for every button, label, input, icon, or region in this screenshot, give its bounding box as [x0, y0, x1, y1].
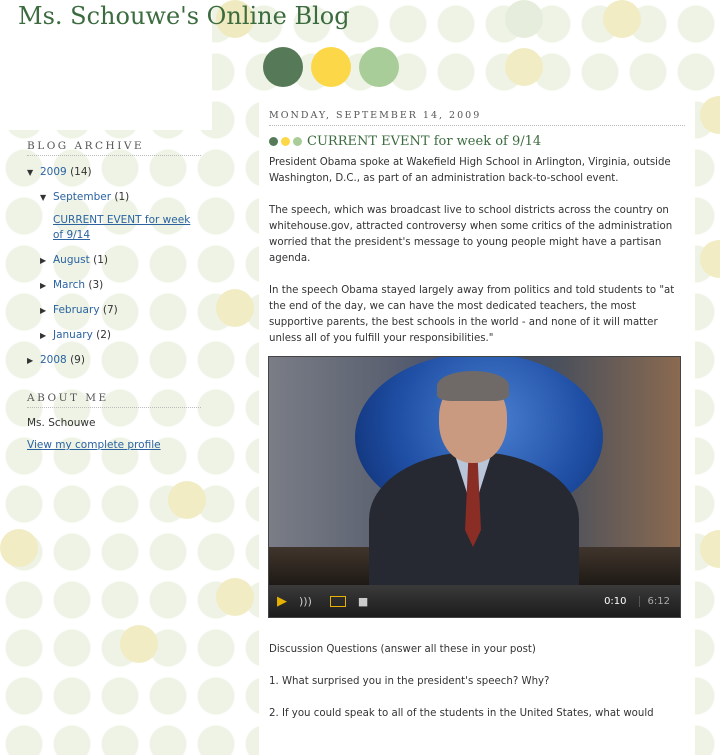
archive-month-august [40, 253, 201, 268]
toggle-collapsed-icon[interactable]: ▶ [40, 281, 47, 290]
about-me-heading: ABOUT ME [27, 392, 201, 408]
toggle-expanded-icon[interactable]: ▼ [40, 193, 47, 202]
decor-dot [603, 0, 641, 38]
archive-count: (7) [102, 304, 118, 316]
decor-dot [168, 481, 206, 519]
post-body [269, 155, 685, 347]
decor-dot [0, 529, 38, 567]
toggle-collapsed-icon[interactable]: ▶ [40, 306, 47, 315]
archive-count: (2) [96, 329, 112, 341]
discussion-section [269, 642, 685, 722]
archive-count: (9) [70, 354, 85, 366]
title-dot-icon [281, 137, 290, 146]
archive-link-february[interactable]: February [53, 304, 100, 316]
decor-dot [700, 240, 720, 278]
post-paragraph: In the speech Obama stayed largely away from politics and told students to "at the end of the day, we can have the most dedicated teachers, the most supportive parents, the best schools in the world - and none of it will matter unless all of you fulfill your responsibilities." [269, 285, 675, 344]
toggle-collapsed-icon[interactable]: ▶ [27, 356, 34, 365]
archive-post-item [53, 213, 203, 243]
sidebar [27, 140, 201, 451]
video-controls [269, 585, 680, 617]
video-player[interactable] [268, 356, 681, 618]
decor-dot [505, 48, 543, 86]
header-dot-light-green [359, 47, 399, 87]
main-content [259, 95, 695, 755]
decor-dot [216, 578, 254, 616]
camera-icon[interactable]: ■ [357, 594, 369, 608]
decor-dot [120, 625, 158, 663]
post-title-link[interactable]: CURRENT EVENT for week of 9/14 [307, 134, 542, 149]
discussion-paragraph: 1. What surprised you in the president's speech? Why? [269, 676, 550, 687]
archive-link-august[interactable]: August [53, 254, 90, 266]
decor-dot [700, 96, 720, 134]
discussion-paragraph: Discussion Questions (answer all these in your post) [269, 644, 536, 655]
post-date-header: MONDAY, SEPTEMBER 14, 2009 [269, 110, 685, 126]
archive-count: (3) [88, 279, 104, 291]
archive-link-2009[interactable]: 2009 [40, 166, 67, 178]
video-current-time: 0:10 [604, 595, 627, 607]
author-name: Ms. Schouwe [27, 417, 96, 429]
blog-archive-heading: BLOG ARCHIVE [27, 140, 201, 156]
archive-link-january[interactable]: January [53, 329, 93, 341]
video-frame[interactable] [269, 357, 680, 585]
fullscreen-icon[interactable] [330, 596, 346, 607]
archive-year-2009 [27, 165, 201, 180]
header-dot-dark-green [263, 47, 303, 87]
view-profile-link[interactable]: View my complete profile [27, 439, 161, 451]
discussion-paragraph: 2. If you could speak to all of the students in the United States, what would [269, 708, 654, 719]
title-dot-icon [293, 137, 302, 146]
archive-count: (1) [93, 254, 108, 266]
header-dot-yellow [311, 47, 351, 87]
anchor-hair [437, 371, 509, 401]
video-duration: 6:12 [639, 596, 670, 607]
archive-month-january [40, 328, 201, 343]
archive-month-february [40, 303, 201, 318]
toggle-expanded-icon[interactable]: ▼ [27, 168, 34, 177]
archive-month-march [40, 278, 201, 293]
toggle-collapsed-icon[interactable]: ▶ [40, 331, 47, 340]
archive-link-september[interactable]: September [53, 191, 112, 203]
blog-title[interactable]: Ms. Schouwe's Online Blog [18, 2, 350, 30]
decor-dot [505, 0, 543, 38]
decor-dot [216, 289, 254, 327]
title-dot-icon [269, 137, 278, 146]
decor-dot [700, 530, 720, 568]
archive-link-2008[interactable]: 2008 [40, 354, 67, 366]
post-title-row [269, 134, 685, 149]
archive-month-september [40, 190, 201, 205]
volume-icon[interactable]: ))) [299, 594, 312, 608]
archive-link-march[interactable]: March [53, 279, 86, 291]
archive-post-link[interactable]: CURRENT EVENT for week of 9/14 [53, 214, 191, 241]
archive-count: (1) [114, 191, 130, 203]
post-paragraph: The speech, which was broadcast live to school districts across the country on whitehouse.gov, attracted controversy when some critics of the administration worried that the president's message to young people might have a partisan agenda. [269, 205, 673, 264]
archive-year-2008 [27, 353, 201, 368]
post-paragraph: President Obama spoke at Wakefield High School in Arlington, Virginia, outside Washington, D.C., as part of an administration back-to-school event. [269, 157, 671, 184]
play-icon[interactable]: ▶ [277, 593, 287, 609]
toggle-collapsed-icon[interactable]: ▶ [40, 256, 47, 265]
archive-count: (14) [70, 166, 92, 178]
